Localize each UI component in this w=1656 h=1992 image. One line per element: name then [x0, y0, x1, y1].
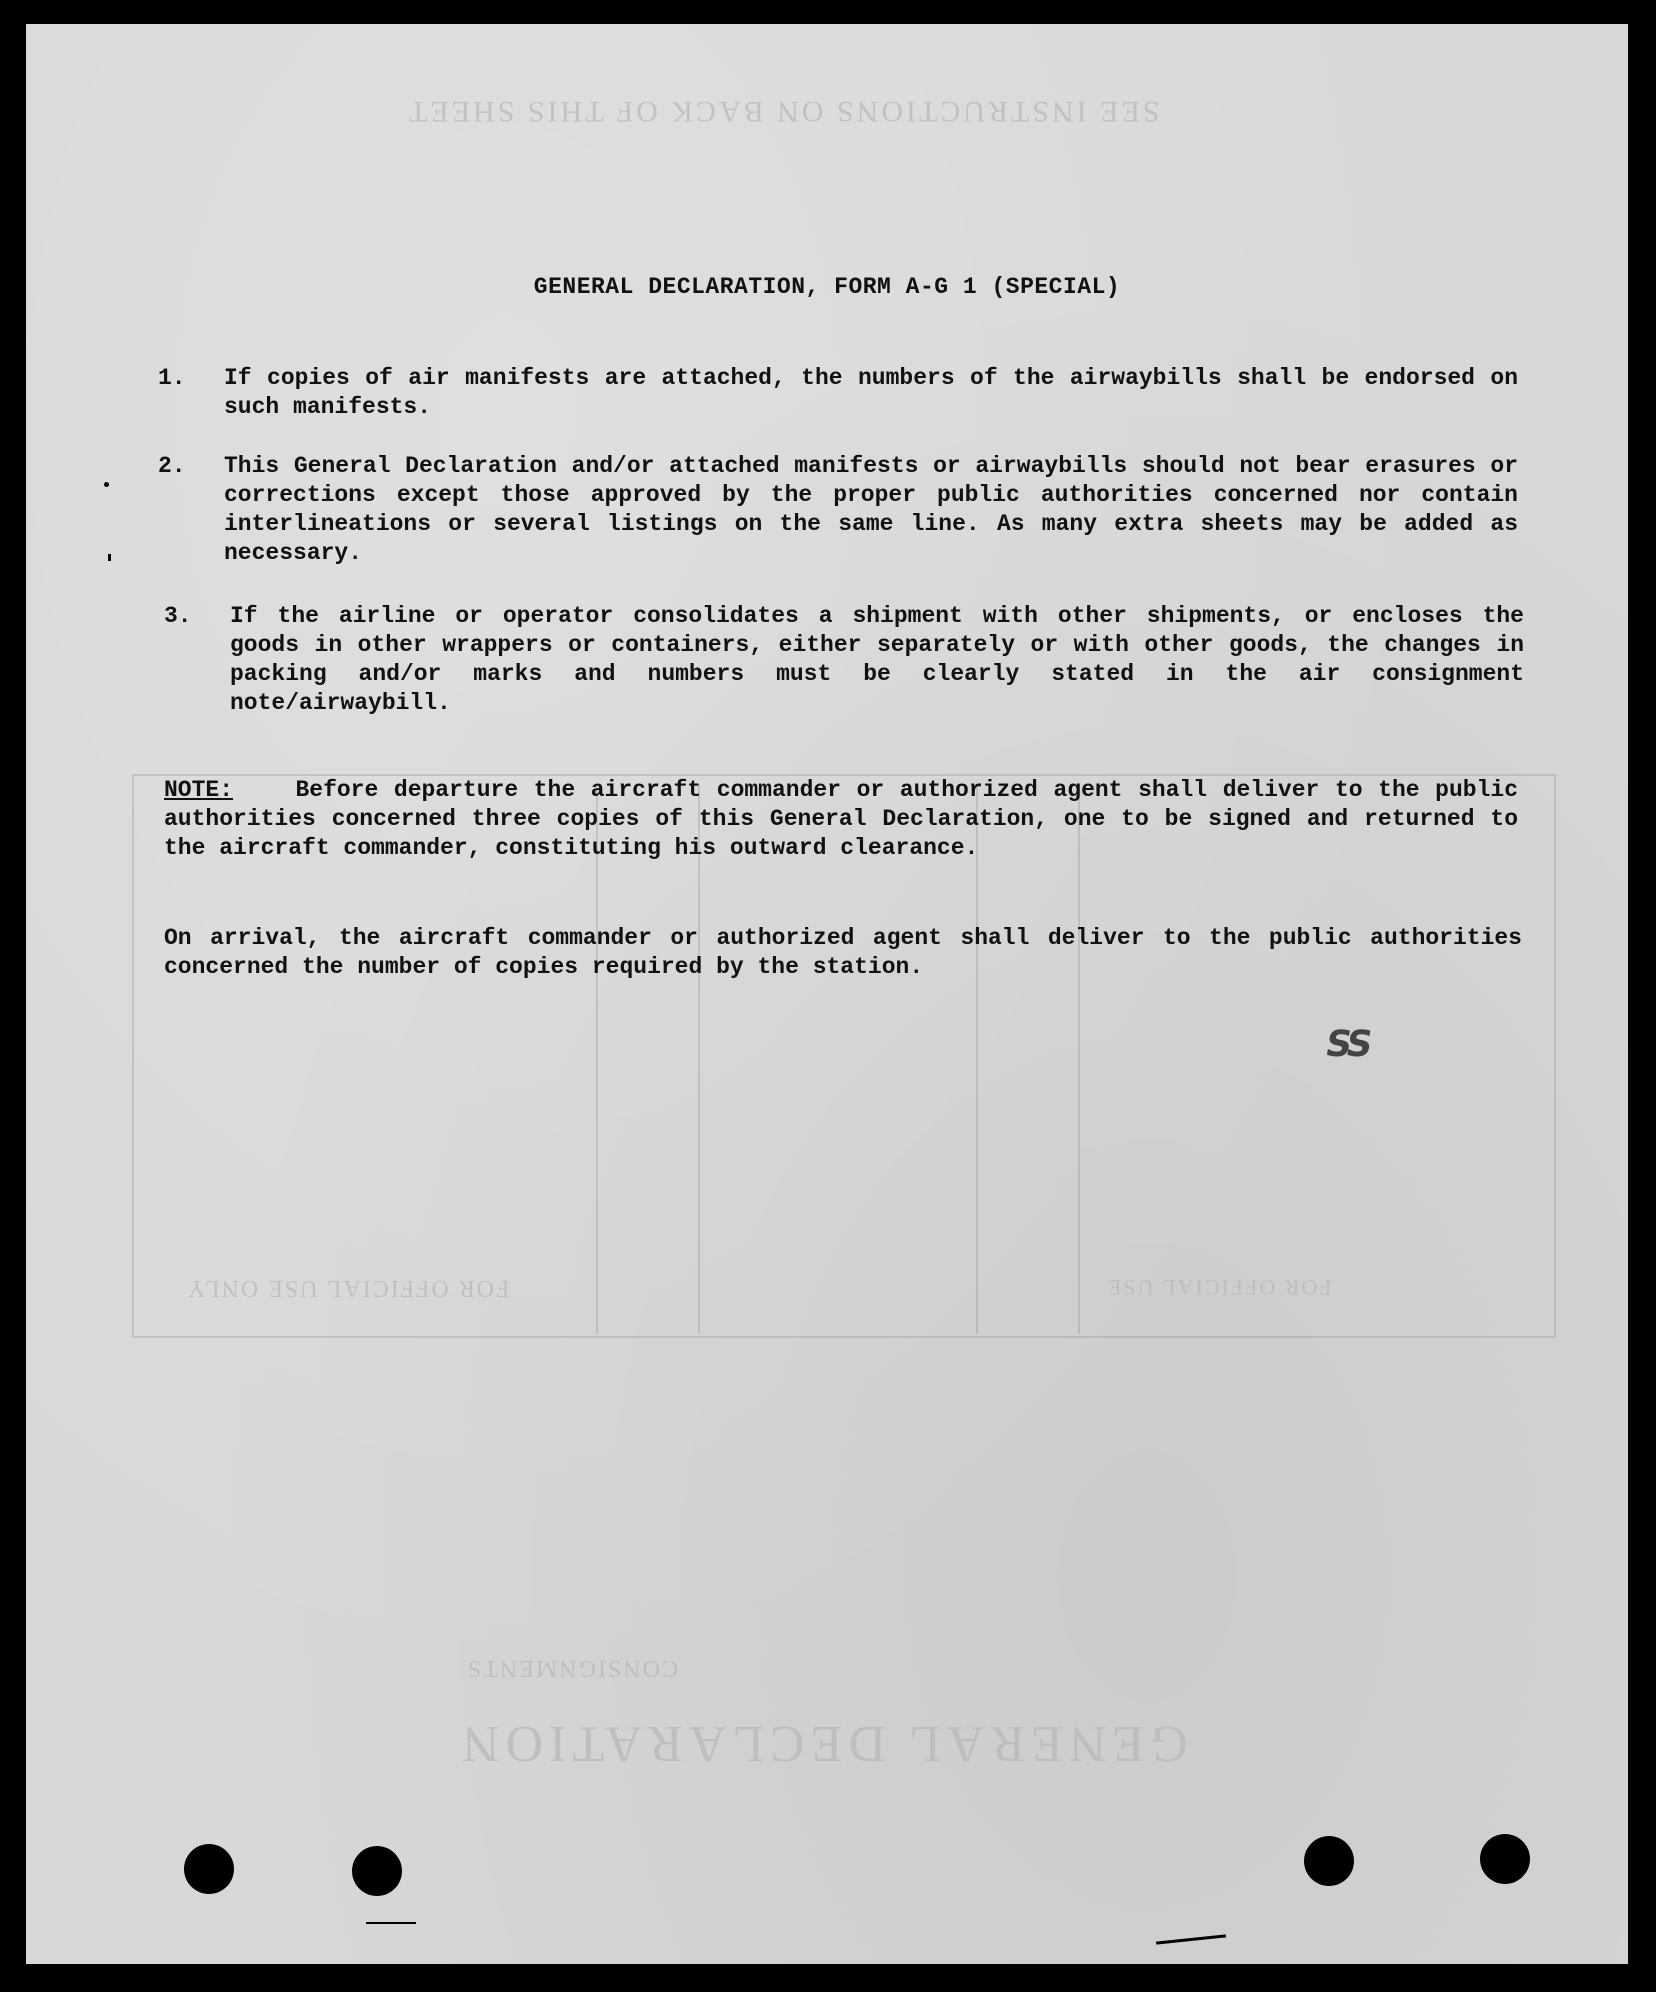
bleed-through-text: FOR OFFICIAL USE: [1106, 1275, 1332, 1300]
note-text: Before departure the aircraft commander or authorized agent shall deliver to the public authorities concerned three copies of this General Declaration, one to be signed and returned to the aircraft commander, constituting his outward clearance.: [164, 777, 1518, 861]
bleed-through-text: GENERAL DECLARATION: [456, 1715, 1188, 1772]
note-label: NOTE:: [164, 777, 234, 803]
arrival-paragraph: On arrival, the aircraft commander or authorized agent shall deliver to the public authorities concerned the number of copies required by the station.: [164, 925, 1522, 980]
item-number: 2.: [158, 453, 186, 479]
punch-hole: [1480, 1834, 1530, 1884]
punch-hole: [352, 1846, 402, 1896]
handwritten-mark: SS: [1322, 1024, 1372, 1065]
item-number: 1.: [158, 365, 186, 391]
scratch: [1156, 1934, 1226, 1944]
item-number: 3.: [164, 603, 192, 629]
instruction-item: [158, 452, 1518, 568]
speck: [108, 554, 111, 561]
instruction-item: [164, 602, 1524, 718]
bleed-through-text: CONSIGNMENTS: [466, 1655, 679, 1681]
note-paragraph: [164, 776, 1518, 863]
bleed-through-table-column: [596, 784, 700, 1334]
bleed-through-text: SEE INSTRUCTIONS ON BACK OF THIS SHEET: [406, 95, 1160, 128]
speck: [104, 482, 109, 487]
punch-hole: [184, 1844, 234, 1894]
scratch: [366, 1922, 416, 1924]
item-text: This General Declaration and/or attached manifests or airwaybills should not bear erasures or corrections except those approved by the proper public authorities concerned nor contain interlineations or several listings on the same line. As many extra sheets may be added as necessary.: [224, 453, 1518, 566]
item-text: If the airline or operator consolidates a shipment with other shipments, or encloses the goods in other wrappers or containers, either separately or with other goods, the changes in packing and/or marks and numbers must be clearly stated in the air consignment note/airwaybill.: [230, 603, 1524, 716]
document-page: [26, 24, 1628, 1964]
instruction-item: [158, 364, 1518, 422]
punch-hole: [1304, 1836, 1354, 1886]
document-title: GENERAL DECLARATION, FORM A-G 1 (SPECIAL): [533, 274, 1121, 300]
bleed-through-table-column: [976, 784, 1080, 1334]
bleed-through-text: FOR OFFICIAL USE ONLY: [186, 1275, 510, 1301]
item-text: If copies of air manifests are attached, the numbers of the airwaybills shall be endorsed on such manifests.: [224, 365, 1518, 420]
